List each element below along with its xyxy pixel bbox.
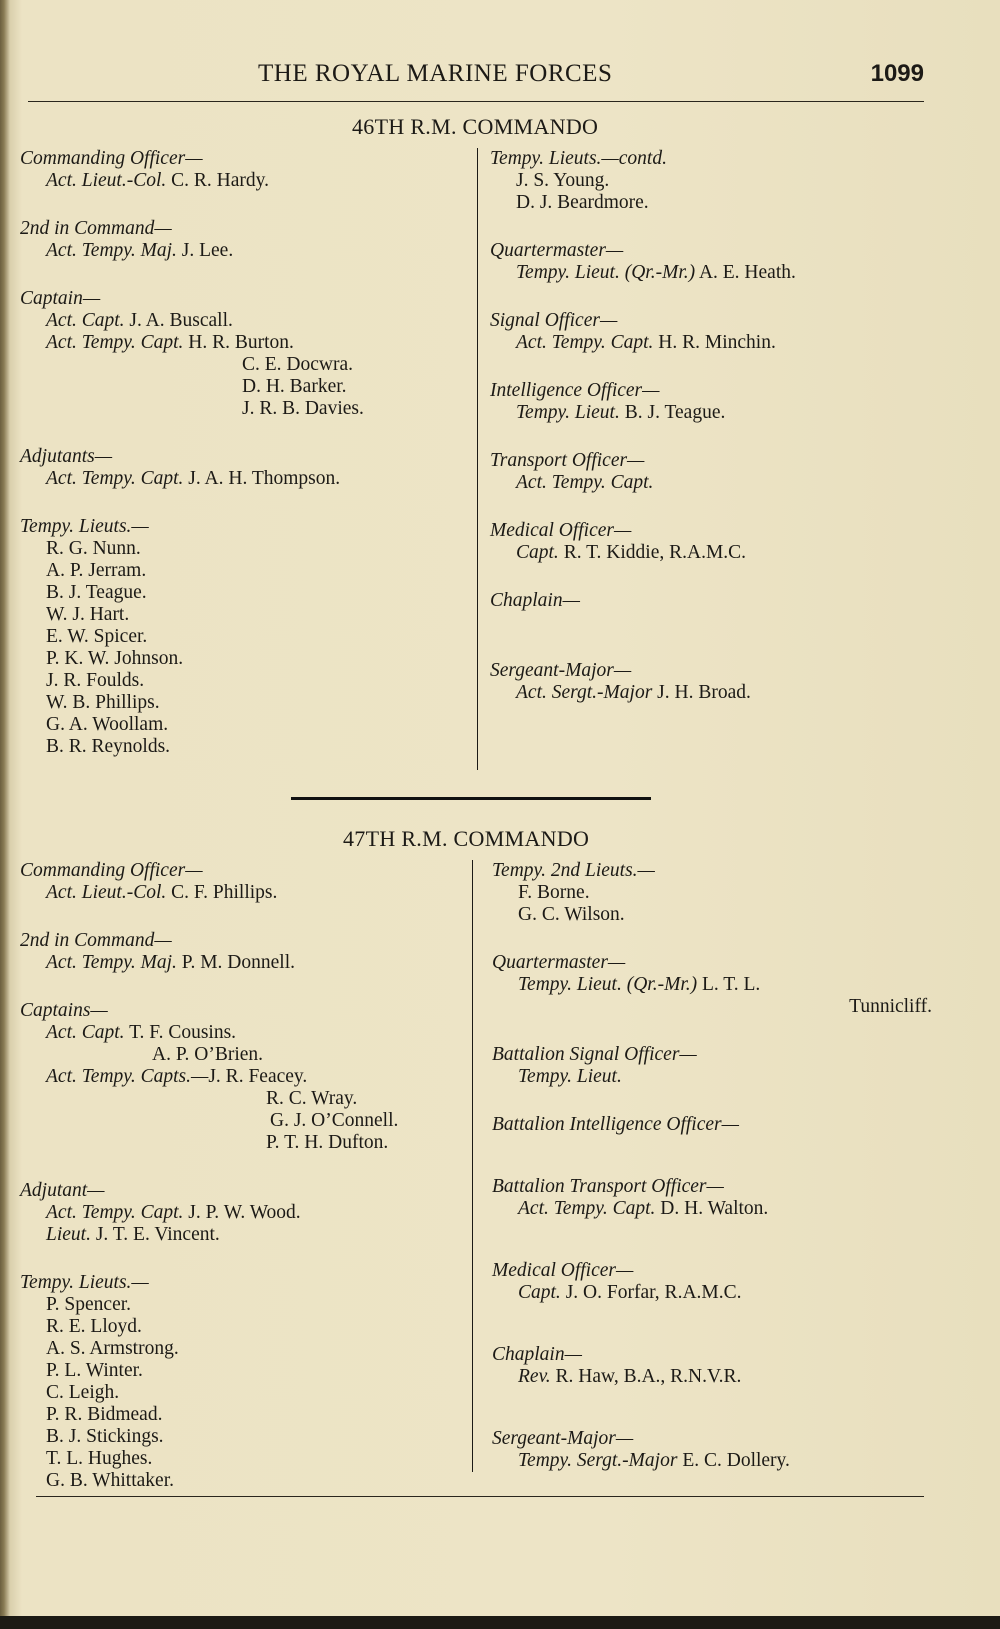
heading-intel: Intelligence Officer— bbox=[490, 380, 660, 401]
heading-2ic: 2nd in Command— bbox=[20, 930, 172, 951]
heading-chaplain: Chaplain— bbox=[492, 1344, 582, 1365]
entry-qm: Tempy. Lieut. (Qr.-Mr.) A. E. Heath. bbox=[516, 262, 796, 283]
entry-captain: Act. Capt. J. A. Buscall. bbox=[46, 310, 233, 331]
heading-co: Commanding Officer— bbox=[20, 148, 203, 169]
list-item: B. J. Stickings. bbox=[46, 1426, 164, 1447]
heading-qm: Quartermaster— bbox=[492, 952, 626, 973]
heading-sgt-major: Sergeant-Major— bbox=[492, 1428, 634, 1449]
heading-transport: Battalion Transport Officer— bbox=[492, 1176, 724, 1197]
list-item: D. J. Beardmore. bbox=[516, 192, 649, 213]
list-item: G. A. Woollam. bbox=[46, 714, 169, 735]
entry-captain: C. E. Docwra. bbox=[242, 354, 354, 375]
entry-adjutant: Lieut. J. T. E. Vincent. bbox=[46, 1224, 220, 1245]
entry-captain: Act. Tempy. Capts.—J. R. Feacey. bbox=[46, 1066, 308, 1087]
heading-captain: Captain— bbox=[20, 288, 101, 309]
entry-captain: J. R. B. Davies. bbox=[242, 398, 364, 419]
list-item: T. L. Hughes. bbox=[46, 1448, 153, 1469]
list-item: P. L. Winter. bbox=[46, 1360, 143, 1381]
entry-2ic: Act. Tempy. Maj. P. M. Donnell. bbox=[46, 952, 296, 973]
list-item: E. W. Spicer. bbox=[46, 626, 148, 647]
heading-2ic: 2nd in Command— bbox=[20, 218, 172, 239]
entry-transport: Act. Tempy. Capt. bbox=[516, 472, 654, 493]
entry-co: Act. Lieut.-Col. C. F. Phillips. bbox=[46, 882, 278, 903]
list-item: A. P. Jerram. bbox=[46, 560, 147, 581]
entry-captain: P. T. H. Dufton. bbox=[266, 1132, 389, 1153]
heading-co: Commanding Officer— bbox=[20, 860, 203, 881]
heading-signal: Signal Officer— bbox=[490, 310, 618, 331]
entry-captain: A. P. O’Brien. bbox=[152, 1044, 264, 1065]
page-header bbox=[28, 56, 924, 100]
entry-captain: Act. Tempy. Capt. H. R. Burton. bbox=[46, 332, 294, 353]
entry-captain: D. H. Barker. bbox=[242, 376, 347, 397]
entry-medical: Capt. R. T. Kiddie, R.A.M.C. bbox=[516, 542, 747, 563]
heading-adjutant: Adjutant— bbox=[20, 1180, 105, 1201]
heading-transport: Transport Officer— bbox=[490, 450, 645, 471]
entry-signal: Tempy. Lieut. bbox=[518, 1066, 622, 1087]
entry-medical: Capt. J. O. Forfar, R.A.M.C. bbox=[518, 1282, 742, 1303]
cdo46-right-column bbox=[490, 148, 940, 704]
list-item: F. Borne. bbox=[518, 882, 590, 903]
cdo47-right-column bbox=[492, 860, 932, 1472]
list-item: P. R. Bidmead. bbox=[46, 1404, 163, 1425]
heading-lieuts: Tempy. Lieuts.— bbox=[20, 516, 149, 537]
heading-chaplain: Chaplain— bbox=[490, 590, 580, 611]
entry-chaplain: Rev. R. Haw, B.A., R.N.V.R. bbox=[518, 1366, 742, 1387]
cdo47-left-column bbox=[20, 860, 465, 1492]
heading-2nd-lieuts: Tempy. 2nd Lieuts.— bbox=[492, 860, 655, 881]
entry-co: Act. Lieut.-Col. C. R. Hardy. bbox=[46, 170, 269, 191]
list-item: G. B. Whittaker. bbox=[46, 1470, 174, 1491]
entry-qm: Tunnicliff. bbox=[849, 996, 932, 1017]
entry-sgt-major: Act. Sergt.-Major J. H. Broad. bbox=[516, 682, 751, 703]
list-item: P. Spencer. bbox=[46, 1294, 132, 1315]
list-item: R. E. Lloyd. bbox=[46, 1316, 142, 1337]
heading-lieuts: Tempy. Lieuts.— bbox=[20, 1272, 149, 1293]
list-item: B. J. Teague. bbox=[46, 582, 147, 603]
entry-sgt-major: Tempy. Sergt.-Major E. C. Dollery. bbox=[518, 1450, 790, 1471]
section-title-47: 47TH R.M. COMMANDO bbox=[343, 826, 590, 851]
heading-sgt-major: Sergeant-Major— bbox=[490, 660, 632, 681]
list-item: R. G. Nunn. bbox=[46, 538, 141, 559]
running-title: THE ROYAL MARINE FORCES bbox=[258, 60, 613, 87]
entry-2ic: Act. Tempy. Maj. J. Lee. bbox=[46, 240, 234, 261]
heading-signal: Battalion Signal Officer— bbox=[492, 1044, 697, 1065]
heading-medical: Medical Officer— bbox=[492, 1260, 634, 1281]
heading-adjutants: Adjutants— bbox=[20, 446, 113, 467]
section-title-46: 46TH R.M. COMMANDO bbox=[352, 114, 599, 139]
entry-captain: G. J. O’Connell. bbox=[270, 1110, 399, 1131]
list-item: A. S. Armstrong. bbox=[46, 1338, 179, 1359]
entry-adjutant: Act. Tempy. Capt. J. A. H. Thompson. bbox=[46, 468, 341, 489]
list-item: G. C. Wilson. bbox=[518, 904, 625, 925]
page-edge-shadow bbox=[0, 1616, 1000, 1629]
entry-signal: Act. Tempy. Capt. H. R. Minchin. bbox=[516, 332, 776, 353]
list-item: J. S. Young. bbox=[516, 170, 610, 191]
list-item: W. J. Hart. bbox=[46, 604, 130, 625]
entry-adjutant: Act. Tempy. Capt. J. P. W. Wood. bbox=[46, 1202, 301, 1223]
list-item: C. Leigh. bbox=[46, 1382, 120, 1403]
list-item: P. K. W. Johnson. bbox=[46, 648, 184, 669]
heading-medical: Medical Officer— bbox=[490, 520, 632, 541]
heading-lieuts-contd: Tempy. Lieuts.—contd. bbox=[490, 148, 667, 169]
list-item: W. B. Phillips. bbox=[46, 692, 160, 713]
entry-intel: Tempy. Lieut. B. J. Teague. bbox=[516, 402, 726, 423]
column-divider-46 bbox=[477, 148, 478, 770]
heading-intel: Battalion Intelligence Officer— bbox=[492, 1114, 739, 1135]
section-separator bbox=[291, 797, 651, 800]
entry-qm: Tempy. Lieut. (Qr.-Mr.) L. T. L. bbox=[518, 974, 761, 995]
entry-captain: Act. Capt. T. F. Cousins. bbox=[46, 1022, 237, 1043]
entry-captain: R. C. Wray. bbox=[266, 1088, 358, 1109]
column-divider-47 bbox=[472, 860, 473, 1472]
entry-transport: Act. Tempy. Capt. D. H. Walton. bbox=[518, 1198, 769, 1219]
header-rule bbox=[28, 101, 924, 102]
page-number: 1099 bbox=[870, 60, 924, 87]
list-item: J. R. Foulds. bbox=[46, 670, 145, 691]
cdo46-left-column bbox=[20, 148, 470, 758]
heading-captains: Captains— bbox=[20, 1000, 108, 1021]
list-item: B. R. Reynolds. bbox=[46, 736, 171, 757]
heading-qm: Quartermaster— bbox=[490, 240, 624, 261]
footer-rule bbox=[36, 1496, 924, 1497]
